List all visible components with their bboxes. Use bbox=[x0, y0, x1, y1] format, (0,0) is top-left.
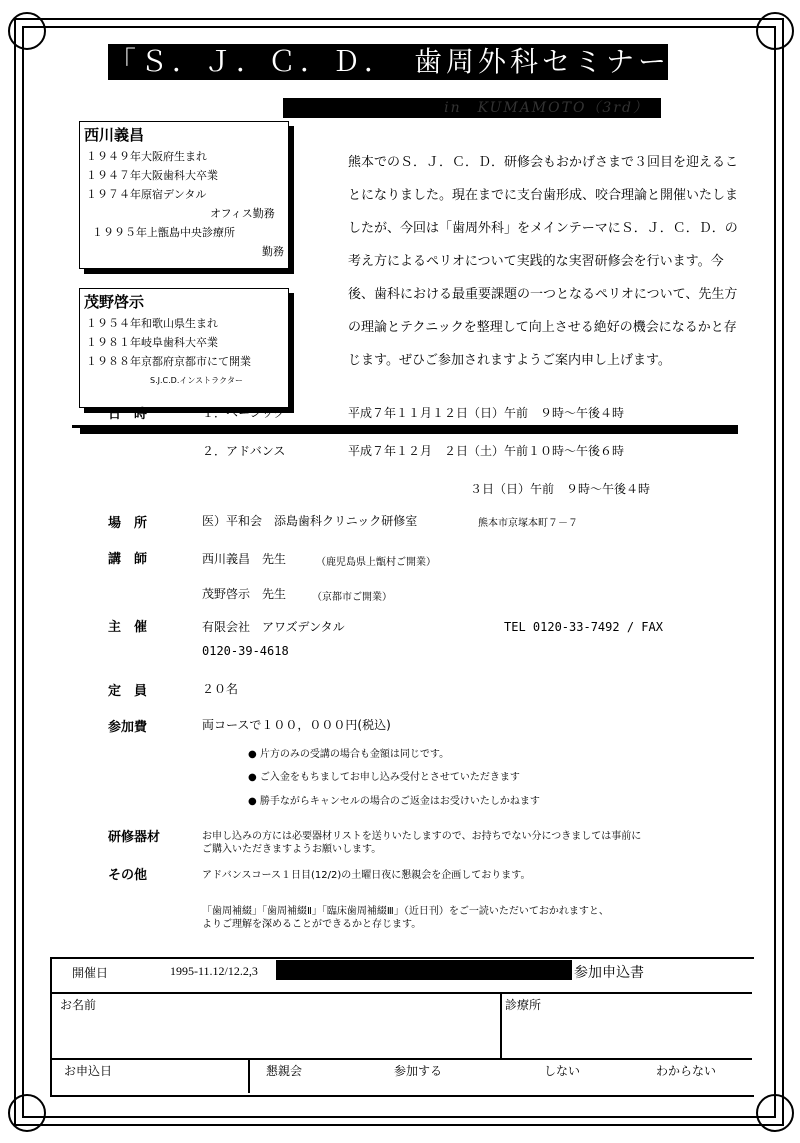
party-option-decline[interactable]: しない bbox=[544, 1064, 581, 1078]
apply-date-label: お申込日 bbox=[64, 1064, 113, 1078]
corner-ornament bbox=[8, 12, 46, 50]
lecturer-name: 茂野啓示 bbox=[84, 293, 145, 311]
clinic-label: 診療所 bbox=[505, 998, 542, 1012]
equipment-line-1: お申し込みの方には必要器材リストを送りいたしますので、お持ちでない分につきましては事前に bbox=[202, 831, 642, 842]
subtitle-bar: in KUMAMOTO（3rd） bbox=[283, 98, 661, 118]
fee-text: 両コースで１００，０００円(税込) bbox=[202, 718, 391, 732]
venue-label: 場 所 bbox=[108, 516, 148, 531]
form-title: 参加申込書 bbox=[574, 965, 644, 981]
lecturer-1-note: （鹿児島県上甑村ご開業） bbox=[316, 557, 436, 568]
other-text: アドバンスコース１日目(12/2)の土曜日夜に懇親会を企画しております。 bbox=[202, 870, 531, 881]
capacity-text: ２０名 bbox=[202, 682, 239, 696]
course-basic: １．ベーシック bbox=[202, 406, 286, 420]
bio-line: オフィス勤務 bbox=[166, 207, 275, 220]
divider-shadow bbox=[80, 428, 738, 434]
other-label: その他 bbox=[108, 868, 148, 883]
corner-ornament bbox=[756, 12, 794, 50]
organizer-name: 有限会社 アワズデンタル bbox=[202, 620, 345, 634]
venue-address: 熊本市京塚本町７－７ bbox=[478, 518, 578, 529]
fee-label: 参加費 bbox=[108, 720, 148, 735]
fee-bullet: ● 片方のみの受講の場合も金額は同じです。 bbox=[248, 749, 450, 760]
equipment-line-2: ご購入いただきますようお願いします。 bbox=[202, 844, 382, 855]
fee-bullet-text: ご入金をもちましてお申し込み受付とさせていただきます bbox=[259, 772, 520, 783]
name-label: お名前 bbox=[60, 998, 97, 1012]
bio-line: １９７４年原宿デンタル bbox=[86, 188, 207, 201]
capacity-label: 定 員 bbox=[108, 684, 148, 699]
organizer-tel: TEL 0120-33-7492 / FAX bbox=[504, 620, 663, 634]
venue-text: 医）平和会 添島歯科クリニック研修室 bbox=[202, 514, 418, 528]
bio-line: 勤務 bbox=[262, 245, 284, 258]
fee-bullet: ● 勝手ながらキャンセルの場合のご返金はお受けいたしかねます bbox=[248, 796, 540, 807]
event-date-label: 開催日 bbox=[72, 966, 109, 980]
schedule-label: 日 時 bbox=[108, 407, 148, 422]
lecturer-bio-box bbox=[79, 288, 289, 408]
name-field[interactable] bbox=[52, 994, 500, 1058]
redaction-bar bbox=[276, 960, 572, 980]
bio-line: S.J.C.D.インストラクター bbox=[150, 376, 243, 385]
schedule-date-3: ３日（日）午前 ９時～午後４時 bbox=[470, 482, 651, 496]
fee-bullet-text: 勝手ながらキャンセルの場合のご返金はお受けいたしかねます bbox=[259, 796, 540, 807]
party-label: 懇親会 bbox=[266, 1064, 303, 1078]
lecturer-1: 西川義昌 先生 bbox=[202, 552, 287, 566]
event-date-value: 1995-11.12/12.2,3 bbox=[170, 964, 258, 978]
bio-line: １９４９年大阪府生まれ bbox=[86, 150, 207, 163]
fee-bullet: ● ご入金をもちましてお申し込み受付とさせていただきます bbox=[248, 772, 520, 783]
intro-paragraph bbox=[348, 146, 742, 377]
form-divider-vertical bbox=[248, 1060, 250, 1093]
reference-note-1: 「歯周補綴」「歯周補綴Ⅱ」「臨床歯周補綴Ⅲ」（近日刊）をご一読いただいておかれますと、 bbox=[202, 906, 609, 917]
lecturers-label: 講 師 bbox=[108, 552, 148, 567]
apply-date-field[interactable] bbox=[52, 1060, 248, 1092]
organizer-label: 主 催 bbox=[108, 620, 148, 635]
lecturer-2-note: （京都市ご開業） bbox=[312, 592, 392, 603]
lecturer-bio-box bbox=[79, 121, 289, 269]
lecturer-2: 茂野啓示 先生 bbox=[202, 587, 287, 601]
reference-note-2: よりご理解を深めることができるかと存じます。 bbox=[202, 919, 422, 930]
bio-line: １９４７年大阪歯科大卒業 bbox=[86, 169, 218, 182]
party-option-unsure[interactable]: わからない bbox=[656, 1064, 717, 1078]
bio-line: １９８８年京都府京都市にて開業 bbox=[86, 355, 251, 368]
intro-text: 熊本でのＳ．Ｊ．Ｃ．Ｄ．研修会もおかげさまで３回目を迎えることになりました。現在までに支台歯形成、咬合理論と開催いたしましたが、今回は「歯周外科」をメインテーマにＳ．Ｊ．Ｃ．Ｄ．の考え方によるペリオについて実践的な実習研修会を行います。今後、歯科における最重要課題の一つとなるペリオについて、先生方の理論とテクニックを整理して向上させる絶好の機会になるかと存じます。ぜひご参加されますようご案内申し上げます。 bbox=[348, 155, 739, 368]
page-title: 「Ｓ．Ｊ．Ｃ．Ｄ． 歯周外科セミナー」 bbox=[108, 45, 703, 78]
fee-bullet-text: 片方のみの受講の場合も金額は同じです。 bbox=[259, 749, 450, 760]
bio-line: １９８１年岐阜歯科大卒業 bbox=[86, 336, 218, 349]
bio-line: １９９５年上甑島中央診療所 bbox=[92, 226, 235, 239]
corner-ornament bbox=[756, 1094, 794, 1132]
corner-ornament bbox=[8, 1094, 46, 1132]
schedule-date-2: 平成７年１２月 ２日（土）午前１０時～午後６時 bbox=[348, 444, 625, 458]
equipment-label: 研修器材 bbox=[108, 830, 161, 845]
bio-line: １９５４年和歌山県生まれ bbox=[86, 317, 218, 330]
schedule-date-1: 平成７年１１月１２日（日）午前 ９時～午後４時 bbox=[348, 406, 625, 420]
lecturer-name: 西川義昌 bbox=[84, 126, 145, 144]
course-advance: ２．アドバンス bbox=[202, 444, 286, 458]
party-option-attend[interactable]: 参加する bbox=[394, 1064, 443, 1078]
organizer-fax: 0120-39-4618 bbox=[202, 644, 289, 658]
clinic-field[interactable] bbox=[502, 994, 752, 1058]
